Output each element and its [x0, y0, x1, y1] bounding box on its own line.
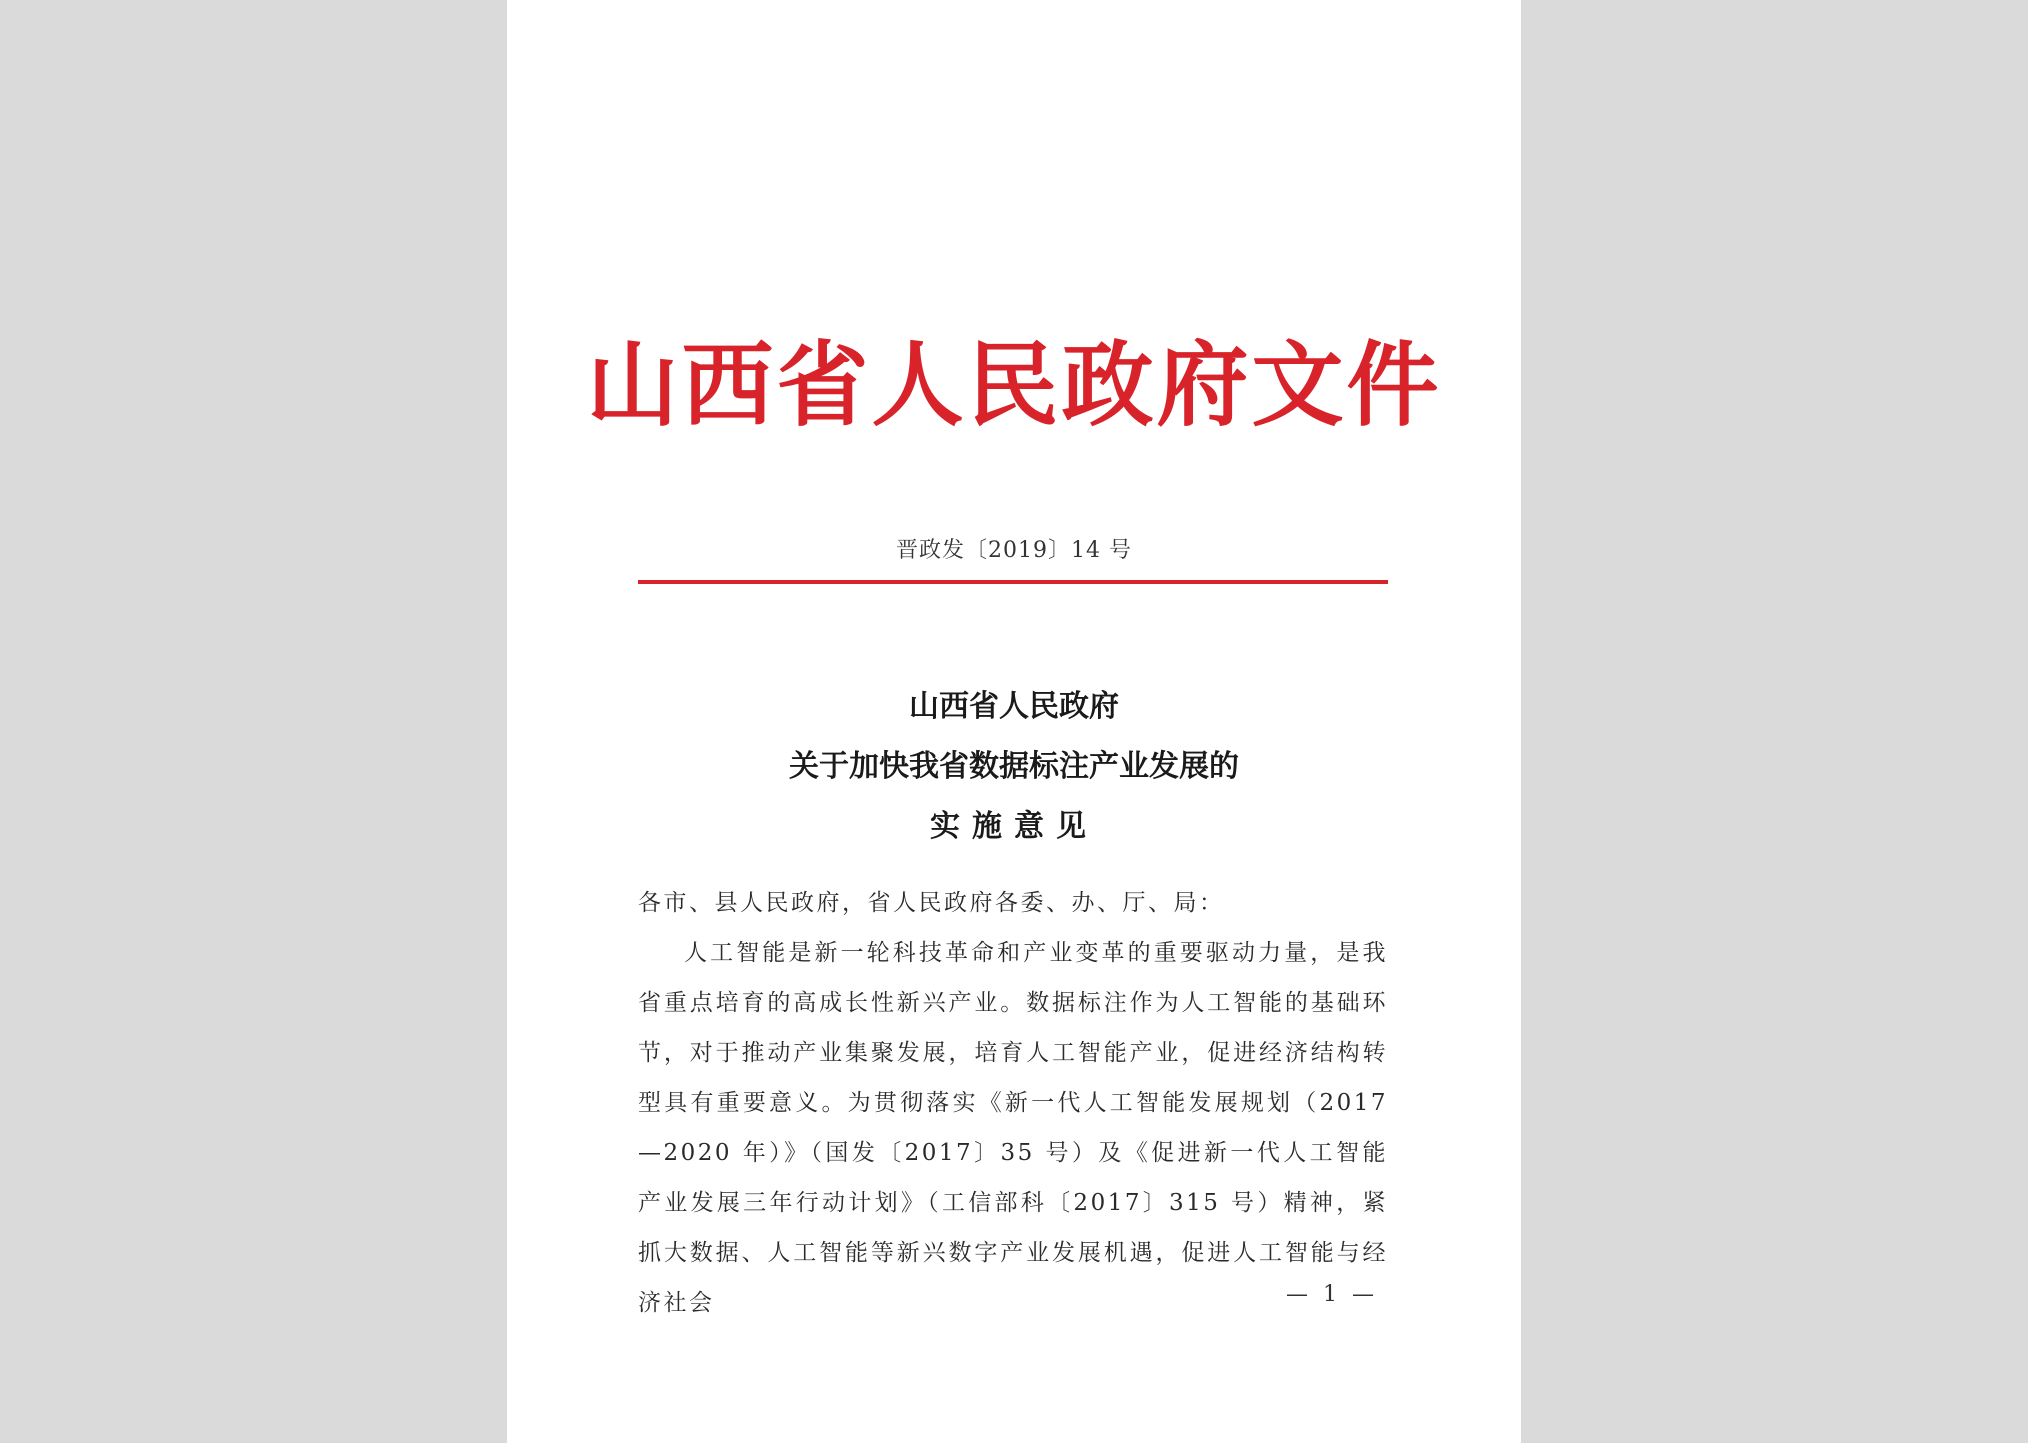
title-line-2: 关于加快我省数据标注产业发展的: [789, 749, 1239, 784]
document-number: 晋政发〔2019〕14 号: [896, 538, 1132, 563]
red-divider-line: [638, 580, 1388, 584]
title-line-3: 实施意见: [930, 809, 1098, 844]
document-title: [507, 677, 1521, 857]
salutation: 各市、县人民政府，省人民政府各委、办、厅、局：: [638, 890, 1225, 916]
page-number: — 1 —: [1286, 1282, 1378, 1307]
document-body: [638, 878, 1388, 1328]
title-line-1: 山西省人民政府: [909, 689, 1119, 724]
body-paragraph: 人工智能是新一轮科技革命和产业变革的重要驱动力量，是我省重点培育的高成长性新兴产业。数据标注作为人工智能的基础环节，对于推动产业集聚发展，培育人工智能产业，促进经济结构转型具有重要意义。为贯彻落实《新一代人工智能发展规划（2017—2020 年）》（国发〔2017〕35 号）及《促进新一代人工智能产业发展三年行动计划》（工信部科〔2017〕315 号）精神，紧抓大数据、人工智能等新兴数字产业发展机遇，促进人工智能与经济社会: [638, 940, 1388, 1316]
document-page: [507, 0, 1521, 1443]
issuer-heading: 山西省人民政府文件: [586, 331, 1442, 439]
